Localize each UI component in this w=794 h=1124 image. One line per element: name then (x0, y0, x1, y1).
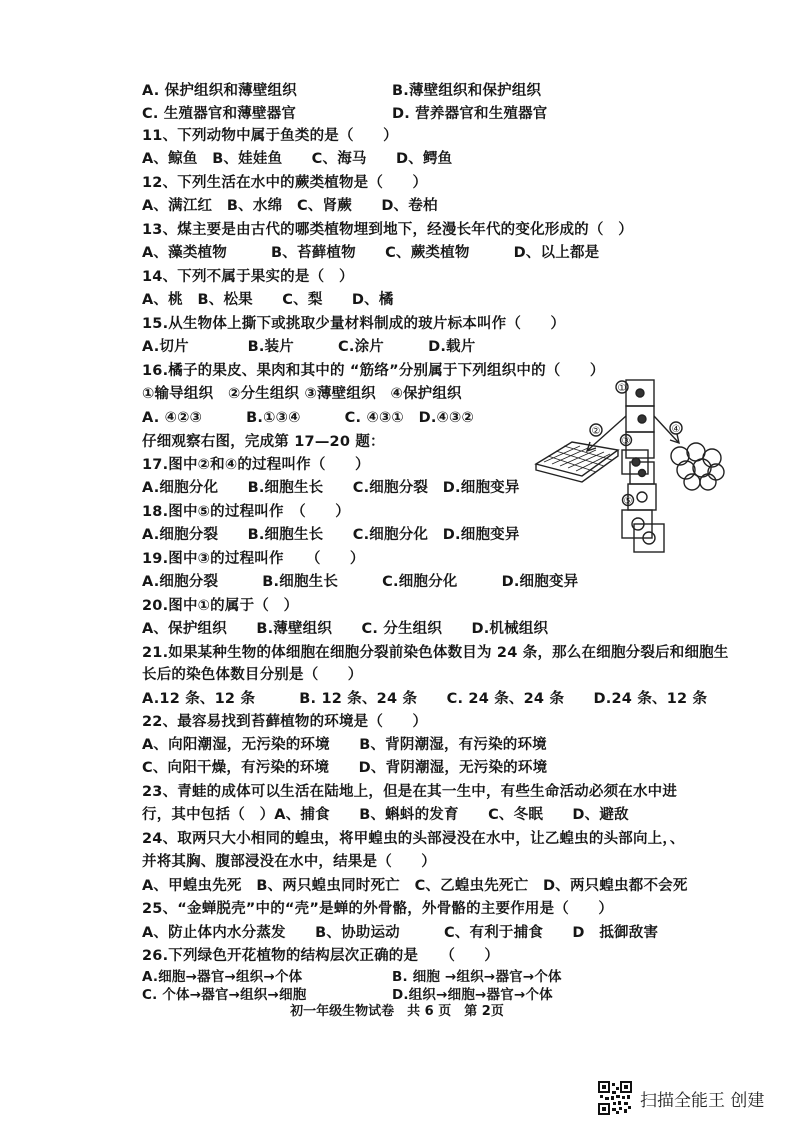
exam-line (142, 105, 662, 123)
figure-label-2: ② (591, 426, 601, 437)
option-right: B. 细胞 →组织→器官→个体 (392, 969, 562, 985)
exam-line: A、藻类植物 B、苔藓植物 C、蕨类植物 D、以上都是 (142, 245, 600, 261)
option-right: D.组织→细胞→器官→个体 (392, 987, 553, 1003)
exam-line: A.切片 B.装片 C.涂片 D.载片 (142, 339, 476, 355)
exam-line: A.细胞分裂 B.细胞生长 C.细胞分化 D.细胞变异 (142, 527, 520, 543)
nucleus-3 (632, 458, 640, 466)
exam-line: C、向阳干燥，有污染的环境 D、背阴潮湿，无污染的环境 (142, 760, 548, 776)
exam-line: A.细胞分化 B.细胞生长 C.细胞分裂 D.细胞变异 (142, 480, 520, 496)
option-right: D. 营养器官和生殖器官 (392, 106, 548, 122)
scanner-watermark (598, 1080, 788, 1116)
option-left: A.细胞→器官→组织→个体 (142, 969, 303, 985)
option-left: C. 个体→器官→组织→细胞 (142, 987, 307, 1003)
figure-label-1: ① (617, 383, 627, 394)
exam-line: 22、最容易找到苔藓植物的环境是（ ） (142, 714, 428, 730)
exam-line: 20.图中①的属于（ ） (142, 598, 299, 614)
exam-line: A.12 条、12 条 B. 12 条、24 条 C. 24 条、24 条 D.24 条、12 条 (142, 691, 708, 707)
exam-line: A、保护组织 B.薄壁组织 C. 分生组织 D.机械组织 (142, 621, 549, 637)
cell-differentiation-diagram (530, 376, 726, 568)
exam-line: 并将其胸、腹部浸没在水中，结果是（ ） (142, 854, 436, 870)
exam-line: 仔细观察右图，完成第 17—20 题： (142, 434, 385, 450)
exam-line: ①输导组织 ②分生组织 ③薄壁组织 ④保护组织 (142, 386, 462, 402)
exam-line: A、甲蝗虫先死 B、两只蝗虫同时死亡 C、乙蝗虫先死亡 D、两只蝗虫都不会死 (142, 878, 688, 894)
figure-label-4: ④ (671, 424, 681, 435)
option-left: C. 生殖器官和薄壁器官 (142, 106, 297, 122)
exam-line: A、满江红 B、水绵 C、肾蕨 D、卷柏 (142, 198, 438, 214)
exam-line: 23、青蛙的成体可以生活在陆地上，但是在其一生中，有些生命活动必须在水中进 (142, 784, 678, 800)
exam-line: A、鲸鱼 B、娃娃鱼 C、海马 D、鳄鱼 (142, 151, 453, 167)
nucleus-2 (638, 415, 646, 423)
nucleus-4 (639, 470, 646, 477)
option-left: A. 保护组织和薄壁组织 (142, 83, 297, 99)
page-footer: 初一年级生物试卷 共 6 页 第 2页 (290, 1004, 504, 1019)
exam-line: A、防止体内水分蒸发 B、协助运动 C、有利于捕食 D 抵御敌害 (142, 925, 659, 941)
round-cell-cluster (671, 443, 724, 490)
exam-line: 18.图中⑤的过程叫作 （ ） (142, 504, 350, 520)
exam-line: 14、下列不属于果实的是（ ） (142, 269, 354, 285)
exam-line: 24、取两只大小相同的蝗虫，将甲蝗虫的头部浸没在水中，让乙蝗虫的头部向上，、 (142, 831, 685, 847)
nucleus-5 (637, 492, 647, 502)
qr-code-icon (598, 1081, 632, 1115)
exam-line: A. ④②③ B.①③④ C. ④③① D.④③② (142, 410, 474, 426)
exam-line: A、桃 B、松果 C、梨 D、橘 (142, 292, 394, 308)
exam-line: 行，其中包括（ ）A、捕食 B、蝌蚪的发育 C、冬眠 D、避敌 (142, 807, 629, 823)
exam-line (142, 968, 662, 986)
exam-line: 21.如果某种生物的体细胞在细胞分裂前染色体数目为 24 条，那么在细胞分裂后和细胞生 (142, 645, 729, 661)
exam-line: 长后的染色体数目分别是（ ） (142, 667, 363, 683)
exam-line: A.细胞分裂 B.细胞生长 C.细胞分化 D.细胞变异 (142, 574, 579, 590)
exam-line: 26.下列绿色开花植物的结构层次正确的是 （ ） (142, 948, 500, 964)
figure-label-5: ⑤ (623, 496, 633, 507)
exam-line (142, 82, 662, 100)
exam-line: 19.图中③的过程叫作 （ ） (142, 551, 365, 567)
nucleus-1 (636, 389, 644, 397)
option-right: B.薄壁组织和保护组织 (392, 83, 542, 99)
exam-line: 17.图中②和④的过程叫作（ ） (142, 457, 370, 473)
exam-line: 11、下列动物中属于鱼类的是（ ） (142, 128, 398, 144)
watermark-text: 扫描全能王 创建 (640, 1090, 765, 1111)
exam-line: 16.橘子的果皮、果肉和其中的 “筋络”分别属于下列组织中的（ ） (142, 363, 605, 379)
exam-line: 13、煤主要是由古代的哪类植物埋到地下，经漫长年代的变化形成的（ ） (142, 222, 633, 238)
exam-line: A、向阳潮湿，无污染的环境 B、背阴潮湿，有污染的环境 (142, 737, 547, 753)
exam-line: 12、下列生活在水中的蕨类植物是（ ） (142, 175, 428, 191)
exam-line: 15.从生物体上撕下或挑取少量材料制成的玻片标本叫作（ ） (142, 316, 566, 332)
figure-label-3: ③ (621, 436, 631, 447)
exam-line: 25、“金蝉脱壳”中的“壳”是蝉的外骨骼，外骨骼的主要作用是（ ） (142, 901, 614, 917)
